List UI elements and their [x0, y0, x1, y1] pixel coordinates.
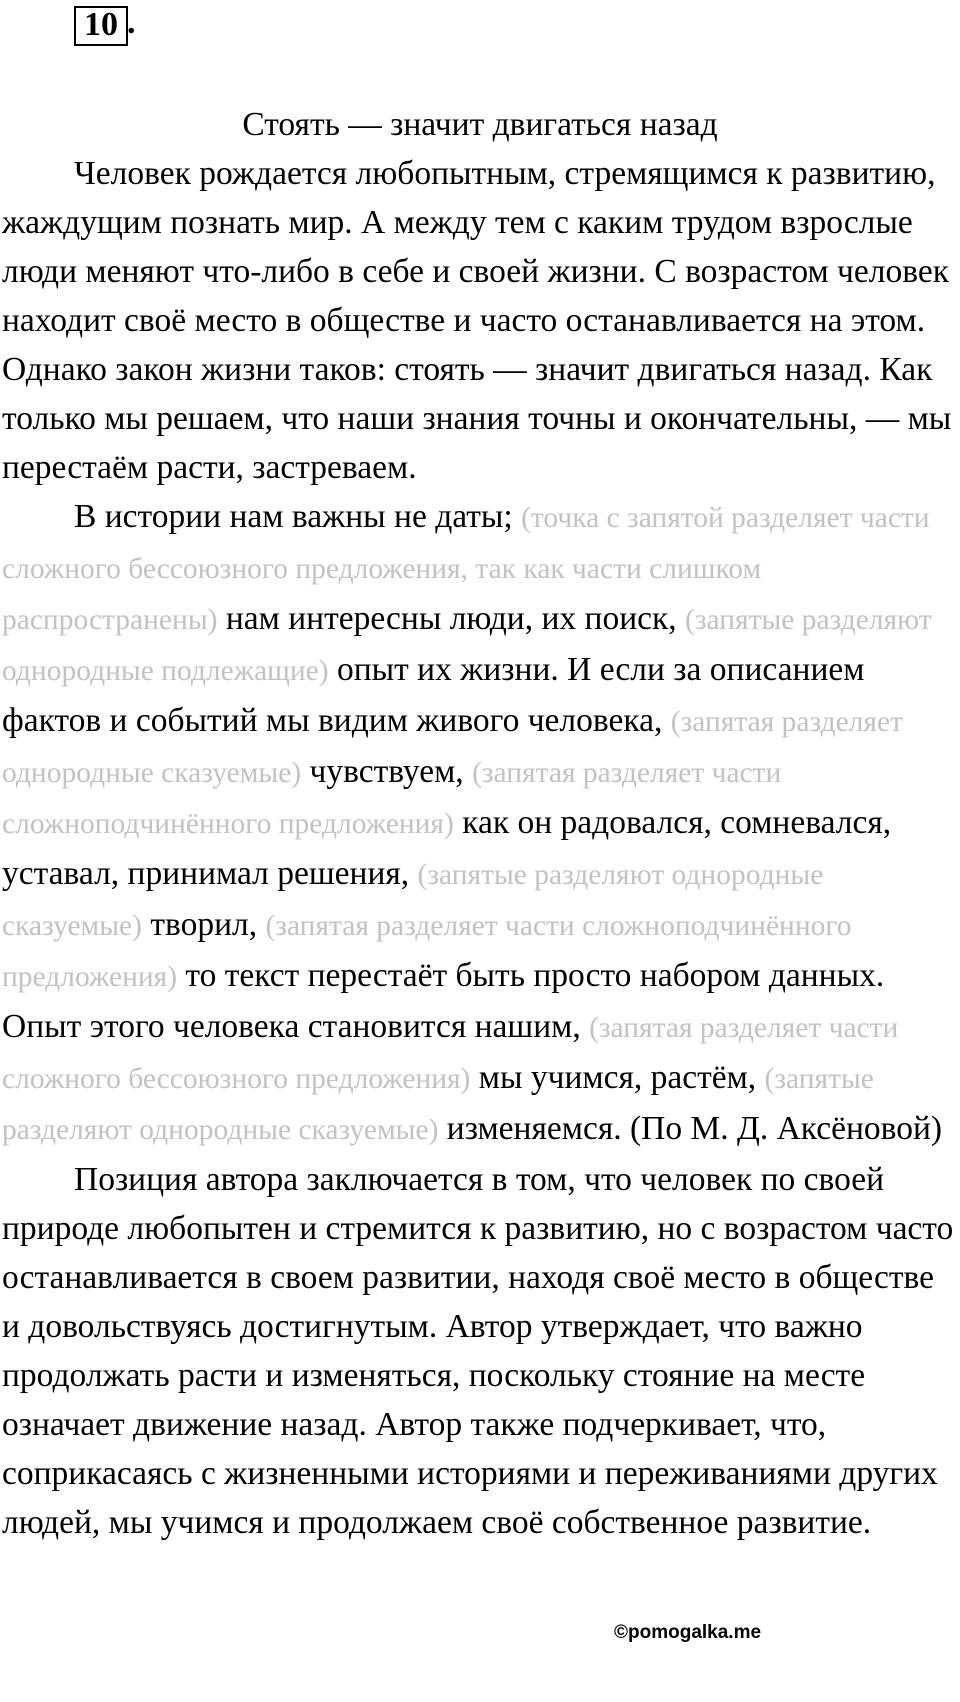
text-fragment: мы учимся, растём,: [478, 1059, 757, 1096]
punctuation-note: (запятая разделяет однородные сказуемые): [2, 706, 903, 789]
text-fragment: опыт их жизни. И если за описанием фактов и событий мы видим живого человека,: [2, 651, 865, 739]
text-fragment: чувствуем,: [309, 753, 464, 790]
punctuation-note: (запятые разделяют однородные сказуемые): [2, 859, 824, 942]
punctuation-note: (запятые разделяют однородные сказуемые): [2, 1063, 874, 1146]
paragraph-3: Позиция автора заключается в том, что человек по своей природе любопытен и стремится к развитию, но с возрастом часто останавливается в своем развитии, находя своё место в обществе и довольствуясь достигнутым. Автор утверждает, что важно продолжать расти и изменяться, поскольку стояние на месте означает движение назад. Автор также подчеркивает, что, соприкасаясь с жизненными историями и переживаниями других людей, мы учимся и продолжаем своё собственное развитие.: [2, 1161, 954, 1541]
punctuation-note: (запятая разделяет части сложноподчинённого предложения): [2, 910, 852, 993]
punctuation-note: (точка с запятой разделяет части сложного бессоюзного предложения, так как части слишком распространены): [2, 502, 930, 636]
text-fragment: как он радовался, сомневался, уставал, принимал решения,: [2, 804, 892, 892]
punctuation-note: (запятая разделяет части сложноподчинённого предложения): [2, 757, 782, 840]
text-fragment: нам интересны люди, их поиск,: [225, 600, 677, 637]
punctuation-note: (запятые разделяют однородные подлежащие): [2, 604, 932, 687]
task-number-dot: .: [127, 4, 136, 41]
text-fragment: В истории нам важны не даты;: [74, 498, 513, 535]
text-fragment: творил,: [150, 906, 258, 943]
text-fragment: изменяемся. (По М. Д. Аксёновой): [446, 1110, 943, 1147]
paragraph-1: Человек рождается любопытным, стремящимся к развитию, жаждущим познать мир. А между тем с каким трудом взрослые люди меняют что-либо в себе и своей жизни. С возрастом человек находит своё место в обществе и часто останавливается на этом. Однако закон жизни таков: стоять — значит двигаться назад. Как только мы решаем, что наши знания точны и окончательны, — мы перестаём расти, застреваем.: [2, 155, 952, 486]
task-number: 10: [84, 6, 118, 43]
document-body: [2, 100, 958, 1547]
paragraph-2: [2, 492, 958, 1155]
text-title: Стоять — значит двигаться назад: [242, 106, 718, 143]
task-number-box: [74, 6, 128, 46]
text-fragment: то текст перестаёт быть просто набором данных. Опыт этого человека становится нашим,: [2, 957, 885, 1045]
punctuation-note: (запятая разделяет части сложного бессоюзного предложения): [2, 1012, 899, 1095]
watermark: ©pomogalka.me: [614, 1622, 762, 1643]
